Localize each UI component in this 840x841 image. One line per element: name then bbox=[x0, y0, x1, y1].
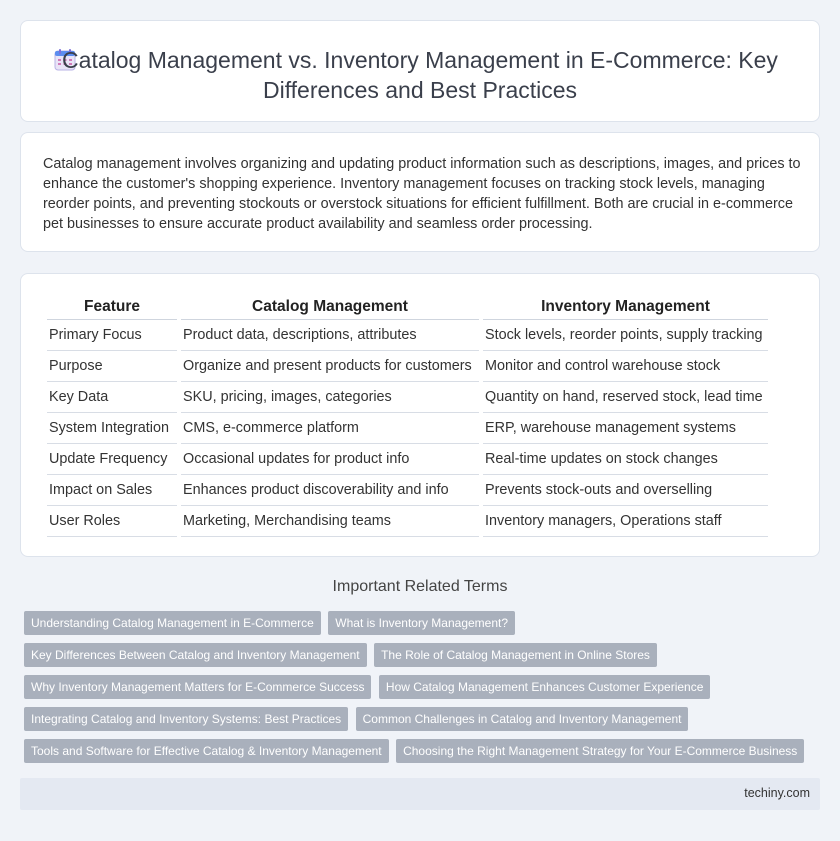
table-cell: Product data, descriptions, attributes bbox=[181, 320, 479, 351]
related-term-link[interactable]: Choosing the Right Management Strategy for Your E-Commerce Business bbox=[396, 739, 804, 763]
table-cell: Purpose bbox=[47, 351, 177, 382]
column-header-catalog: Catalog Management bbox=[181, 295, 479, 320]
related-term-link[interactable]: Key Differences Between Catalog and Inventory Management bbox=[24, 643, 367, 667]
table-cell: SKU, pricing, images, categories bbox=[181, 382, 479, 413]
related-term-link[interactable]: Why Inventory Management Matters for E-Commerce Success bbox=[24, 675, 371, 699]
related-term-link[interactable]: The Role of Catalog Management in Online Stores bbox=[374, 643, 657, 667]
comparison-card bbox=[20, 273, 820, 557]
table-cell: Key Data bbox=[47, 382, 177, 413]
table-cell: Occasional updates for product info bbox=[181, 444, 479, 475]
table-cell: Stock levels, reorder points, supply tracking bbox=[483, 320, 768, 351]
table-header-row bbox=[47, 295, 768, 320]
table-row bbox=[47, 506, 768, 537]
comparison-table bbox=[43, 295, 772, 537]
related-term-link[interactable]: Common Challenges in Catalog and Inventory Management bbox=[356, 707, 689, 731]
intro-card bbox=[20, 132, 820, 252]
table-cell: Marketing, Merchandising teams bbox=[181, 506, 479, 537]
table-cell: Monitor and control warehouse stock bbox=[483, 351, 768, 382]
table-cell: Update Frequency bbox=[47, 444, 177, 475]
related-terms-list bbox=[24, 611, 814, 771]
related-term-link[interactable]: Understanding Catalog Management in E-Commerce bbox=[24, 611, 321, 635]
column-header-feature: Feature bbox=[47, 295, 177, 320]
related-term-link[interactable]: Tools and Software for Effective Catalog & Inventory Management bbox=[24, 739, 389, 763]
table-row bbox=[47, 475, 768, 506]
page-title: Catalog Management vs. Inventory Management in E-Commerce: Key Differences and Best Practices bbox=[62, 47, 778, 103]
table-cell: System Integration bbox=[47, 413, 177, 444]
table-cell: Prevents stock-outs and overselling bbox=[483, 475, 768, 506]
table-row bbox=[47, 382, 768, 413]
column-header-inventory: Inventory Management bbox=[483, 295, 768, 320]
related-terms-title: Important Related Terms bbox=[332, 578, 508, 595]
table-cell: Primary Focus bbox=[47, 320, 177, 351]
related-term-link[interactable]: Integrating Catalog and Inventory Systems: Best Practices bbox=[24, 707, 348, 731]
footer bbox=[20, 778, 820, 810]
related-term-link[interactable]: How Catalog Management Enhances Customer Experience bbox=[379, 675, 711, 699]
footer-site-link[interactable]: techiny.com bbox=[744, 786, 810, 800]
table-cell: Enhances product discoverability and info bbox=[181, 475, 479, 506]
related-term-link[interactable]: What is Inventory Management? bbox=[328, 611, 515, 635]
intro-paragraph: Catalog management involves organizing and updating product information such as descriptions, images, and prices to enhance the customer's shopping experience. Inventory management focuses on tracking stock levels, managing reorder points, and preventing stockouts or overstock situations for efficient fulfillment. Both are crucial in e-commerce pet businesses to ensure accurate product availability and seamless order processing. bbox=[43, 156, 801, 232]
table-cell: Quantity on hand, reserved stock, lead time bbox=[483, 382, 768, 413]
table-cell: CMS, e-commerce platform bbox=[181, 413, 479, 444]
table-cell: Organize and present products for customers bbox=[181, 351, 479, 382]
table-row bbox=[47, 320, 768, 351]
table-cell: Inventory managers, Operations staff bbox=[483, 506, 768, 537]
table-row bbox=[47, 351, 768, 382]
table-cell: Real-time updates on stock changes bbox=[483, 444, 768, 475]
table-cell: ERP, warehouse management systems bbox=[483, 413, 768, 444]
table-row bbox=[47, 413, 768, 444]
header-card bbox=[20, 20, 820, 122]
table-row bbox=[47, 444, 768, 475]
table-cell: Impact on Sales bbox=[47, 475, 177, 506]
table-cell: User Roles bbox=[47, 506, 177, 537]
